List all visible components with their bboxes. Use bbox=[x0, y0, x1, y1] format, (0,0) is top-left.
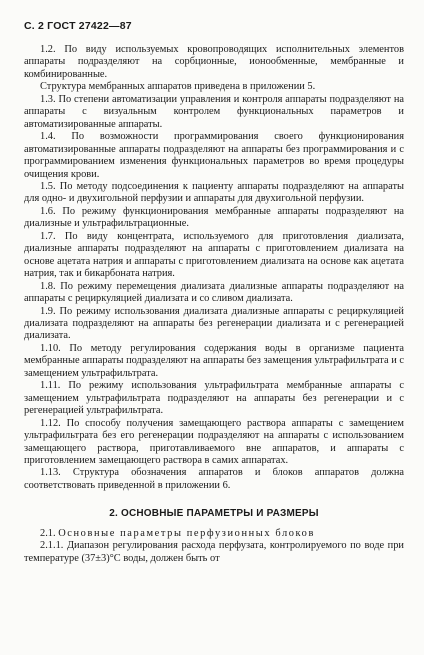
paragraph-1-11: 1.11. По режиму использования ультрафильтрата мембранные аппараты с замещением ультрафильтрата подразделяют на аппараты без регенерации и с регенерацией ультрафильтрата. bbox=[24, 380, 404, 417]
paragraph-1-4: 1.4. По возможности программирования своего функционирования автоматизированные аппараты подразделяют на аппараты без программирования и с программированием изменения функциональных параметров во время процедуры очищения крови. bbox=[24, 131, 404, 180]
paragraph-1-10: 1.10. По методу регулирования содержания воды в организме пациента мембранные аппараты подразделяют на аппараты без замещения ультрафильтрата и с замещением ультрафильтрата. bbox=[24, 342, 404, 379]
paragraph-2-1-1: 2.1.1. Диапазон регулирования расхода перфузата, контролируемого по воде при температуре (37±3)°С воды, должен быть от bbox=[24, 540, 404, 564]
section-title: 2. ОСНОВНЫЕ ПАРАМЕТРЫ И РАЗМЕРЫ bbox=[109, 508, 319, 520]
subsection-heading bbox=[24, 528, 404, 540]
paragraph-1-12: 1.12. По способу получения замещающего раствора аппараты с замещением ультрафильтрата без его регенерации подразделяют на аппараты с использованием замещающего раствора, приготавливаемого вне аппаратов, и аппараты с приготовлением замещающего раствора в самих аппаратах. bbox=[24, 417, 404, 466]
paragraph-1-3: 1.3. По степени автоматизации управления и контроля аппараты подразделяют на аппараты с визуальным контролем функциональных параметров и автоматизированные аппараты. bbox=[24, 93, 404, 130]
paragraph-1-5: 1.5. По методу подсоединения к пациенту аппараты подразделяют на аппараты для одно- и двухигольной перфузии и аппараты для двухигольной перфузии. bbox=[24, 180, 404, 205]
paragraph-list bbox=[24, 44, 404, 492]
subsection-block bbox=[24, 528, 404, 565]
paragraph-1-6: 1.6. По режиму функционирования мембранные аппараты подразделяют на диализные и ультрафильтрационные. bbox=[24, 205, 404, 230]
paragraph-structure-note: Структура мембранных аппаратов приведена в приложении 5. bbox=[40, 81, 316, 93]
subsection-number: 2.1. bbox=[40, 527, 56, 539]
paragraph-1-9: 1.9. По режиму использования диализата диализные аппараты с рециркуляцией диализата подразделяют на аппараты без регенерации диализата и с регенерацией диализата. bbox=[24, 305, 404, 342]
paragraph-1-2: 1.2. По виду используемых кровопроводящих исполнительных элементов аппараты подразделяют на сорбционные, ионообменные, мембранные и комбинированные. bbox=[24, 44, 404, 80]
subsection-title: Основные параметры перфузионных блоков bbox=[58, 527, 315, 539]
page-header: С. 2 ГОСТ 27422—87 bbox=[24, 20, 132, 32]
paragraph-1-13: 1.13. Структура обозначения аппаратов и блоков аппаратов должна соответствовать приведенной в приложении 6. bbox=[24, 467, 404, 491]
paragraph-1-8: 1.8. По режиму перемещения диализата диализные аппараты подразделяют на аппараты с рециркуляцией диализата и со сливом диализата. bbox=[24, 280, 404, 305]
paragraph-1-7: 1.7. По виду концентрата, используемого для приготовления диализата, диализные аппараты подразделяют на аппараты с приготовлением диализата на основе ацетата натрия и аппараты с приготовлением диализата на основе как ацетата натрия, так и бикарбоната натрия. bbox=[24, 230, 404, 280]
